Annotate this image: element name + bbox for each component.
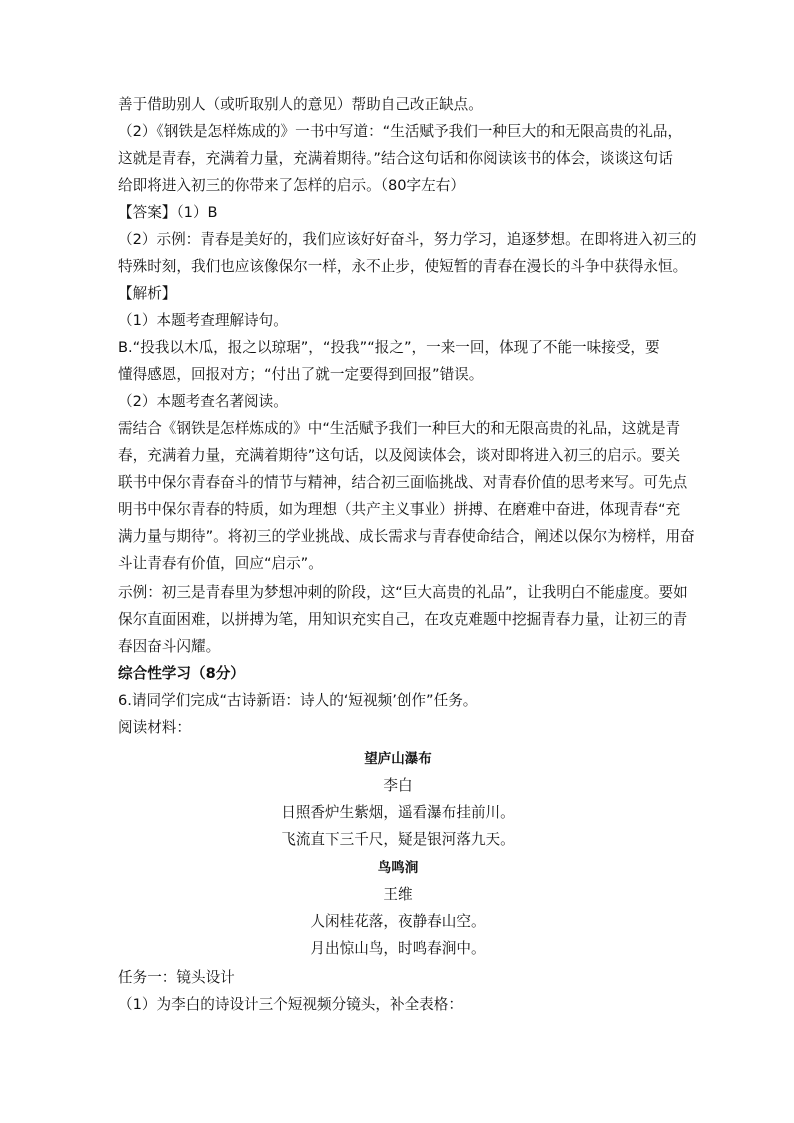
text-line: 联书中保尔青春奋斗的情节与精神，结合初三面临挑战、对青春价值的思考来写。可先点 (118, 474, 688, 491)
analysis-label: 【解析】 (118, 285, 177, 302)
text-line: 给即将进入初三的你带来了怎样的启示。（80字左右） (118, 177, 465, 194)
poem-verse: 月出惊山鸟，时鸣春涧中。 (310, 940, 486, 957)
text-line: 保尔直面困难，以拼搏为笔，用知识充实自己，在攻克难题中挖掘青春力量，让初三的青 (118, 611, 688, 628)
text-line: （1）本题考查理解诗句。 (118, 312, 288, 329)
text-line: 特殊时刻，我们也应该像保尔一样，永不止步，使短暂的青春在漫长的斗争中获得永恒。 (118, 258, 688, 275)
poem-title: 望庐山瀑布 (364, 751, 432, 767)
text-line: 满力量与期待”。将初三的学业挑战、成长需求与青春使命结合，阐述以保尔为榜样，用奋 (118, 528, 695, 545)
text-line: 懂得感恩，回报对方；“付出了就一定要得到回报”错误。 (118, 366, 484, 383)
task-question: （1）为李白的诗设计三个短视频分镜头，补全表格： (118, 996, 463, 1013)
text-line: （2）《钢铁是怎样炼成的》一书中写道：“生活赋予我们一种巨大的和无限高贵的礼品， (118, 123, 683, 140)
text-line: 斗让青春有价值，回应“启示”。 (118, 555, 323, 572)
text-line: 示例：初三是青春里为梦想冲刺的阶段，这“巨大高贵的礼品”，让我明白不能虚度。要如 (118, 584, 688, 601)
poem-author: 王维 (383, 886, 413, 903)
answer-label: 【答案】（1）B (118, 204, 218, 221)
poem-verse: 日照香炉生紫烟，遥看瀑布挂前川。 (281, 804, 515, 821)
text-line: 善于借助别人（或听取别人的意见）帮助自己改正缺点。 (118, 96, 483, 113)
question-stem: 6.请同学们完成“古诗新语：诗人的‘短视频’创作”任务。 (118, 692, 478, 709)
poem-verse: 飞流直下三千尺，疑是银河落九天。 (281, 831, 515, 848)
poem-title: 鸟鸣涧 (377, 860, 419, 876)
text-line: 需结合《钢铁是怎样炼成的》中“生活赋予我们一种巨大的和无限高贵的礼品，这就是青 (118, 420, 681, 437)
poem-verse: 人闲桂花落，夜静春山空。 (310, 913, 486, 930)
text-line: （2）示例：青春是美好的，我们应该好好奋斗，努力学习，追逐梦想。在即将进入初三的 (118, 231, 697, 248)
text-line: 春因奋斗闪耀。 (118, 638, 221, 655)
poem-author: 李白 (383, 777, 413, 794)
text-line: 这就是青春，充满着力量，充满着期待。”结合这句话和你阅读该书的体会，谈谈这句话 (118, 150, 673, 167)
task-heading: 任务一：镜头设计 (118, 969, 235, 986)
text-line: 春，充满着力量，充满着期待”这句话，以及阅读体会，谈对即将进入初三的启示。要关 (118, 447, 681, 464)
text-line: B.“投我以木瓜，报之以琼琚”，“投我”“报之”，一来一回，体现了不能一味接受，要 (118, 339, 660, 356)
text-line: （2）本题考查名著阅读。 (118, 393, 288, 410)
text-line: 阅读材料： (118, 719, 191, 736)
section-heading: 综合性学习（8分） (118, 665, 245, 682)
text-line: 明书中保尔青春的特质，如为理想（共产主义事业）拼搏、在磨难中奋进，体现青春“充 (118, 501, 681, 518)
